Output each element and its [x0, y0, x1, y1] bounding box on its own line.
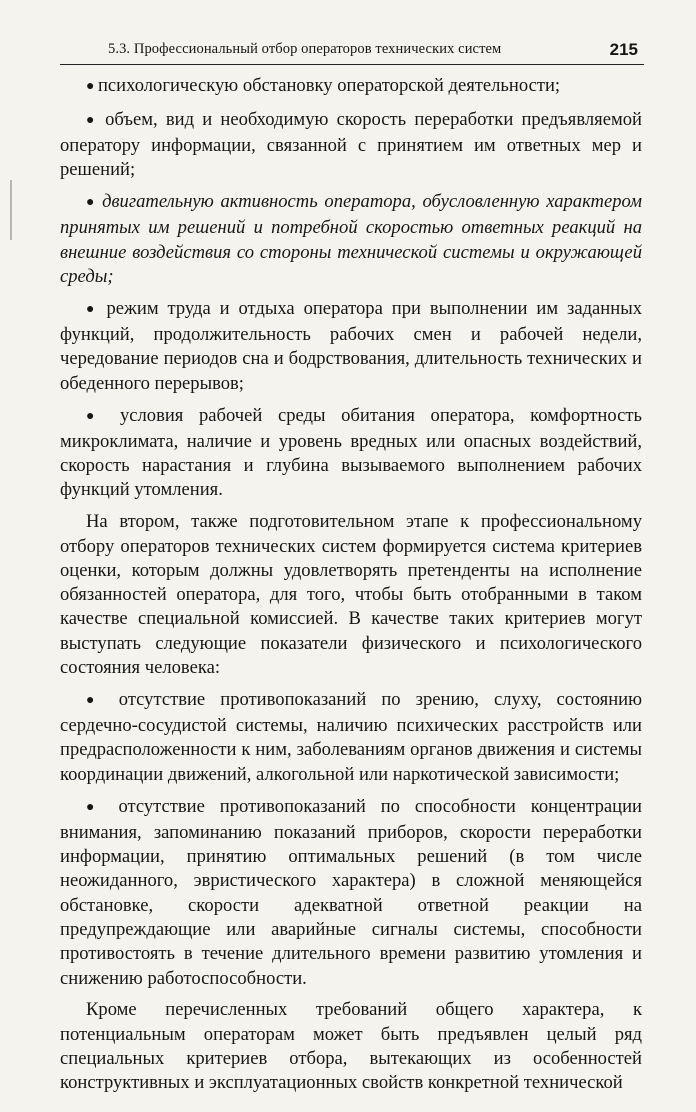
list-item: ● психологическую обстановку операторской деятельности;	[60, 74, 642, 100]
page-number: 215	[609, 40, 638, 59]
list-item: ● двигательную активность оператора, обусловленную характером принятых им решений и потребной скоростью ответных реакций на внешние воздействия со стороны технической системы и окружающей среды;	[60, 190, 642, 289]
list-item: ● условия рабочей среды обитания оператора, комфортность микроклимата, наличие и уровень вредных или опасных воздействий, скорость нарастания и глубина вызываемого выполнением рабочих функций утомления.	[60, 404, 642, 503]
running-header	[60, 34, 644, 65]
body-text	[60, 74, 642, 1103]
paragraph: Кроме перечисленных требований общего характера, к потенциальным операторам может быть предъявлен целый ряд специальных критериев отбора, вытекающих из особенностей конструктивных и эксплуатационных свойств конкретной технической	[60, 999, 642, 1094]
list-item: ● отсутствие противопоказаний по зрению, слуху, состоянию сердечно-сосудистой системы, наличию психических расстройств или предрасположенности к ним, заболеваниям органов движения и системы координации движений, алкогольной или наркотической зависимости;	[60, 688, 642, 787]
list-item: ● отсутствие противопоказаний по способности концентрации внимания, запоминанию показаний приборов, скорости переработки информации, принятию оптимальных решений (в том числе неожиданного, эвристического характера) в сложной меняющейся обстановке, скорости адекватной ответной реакции на предупреждающие или аварийные сигналы системы, способности противостоять в течение длительного времени развитию утомления и снижению работоспособности.	[60, 795, 642, 991]
list-item: ● объем, вид и необходимую скорость переработки предъявляемой оператору информации, связанной с принятием им ответных мер и решений;	[60, 108, 642, 183]
margin-scan-mark	[10, 180, 12, 240]
list-item: ● режим труда и отдыха оператора при выполнении им заданных функций, продолжительность рабочих смен и рабочей недели, чередование периодов сна и бодрствования, длительность технических и обеденного перерывов;	[60, 297, 642, 396]
running-header-title: 5.3. Профессиональный отбор операторов технических систем	[108, 41, 502, 57]
paragraph: На втором, также подготовительном этапе к профессиональному отбору операторов технических систем формируется система критериев оценки, которым должны удовлетворять претенденты на исполнение обязанностей оператора, для того, чтобы быть отобранными в таком качестве специальной комиссией. В качестве таких критериев могут выступать следующие показатели физического и психологического состояния человека:	[60, 511, 642, 679]
